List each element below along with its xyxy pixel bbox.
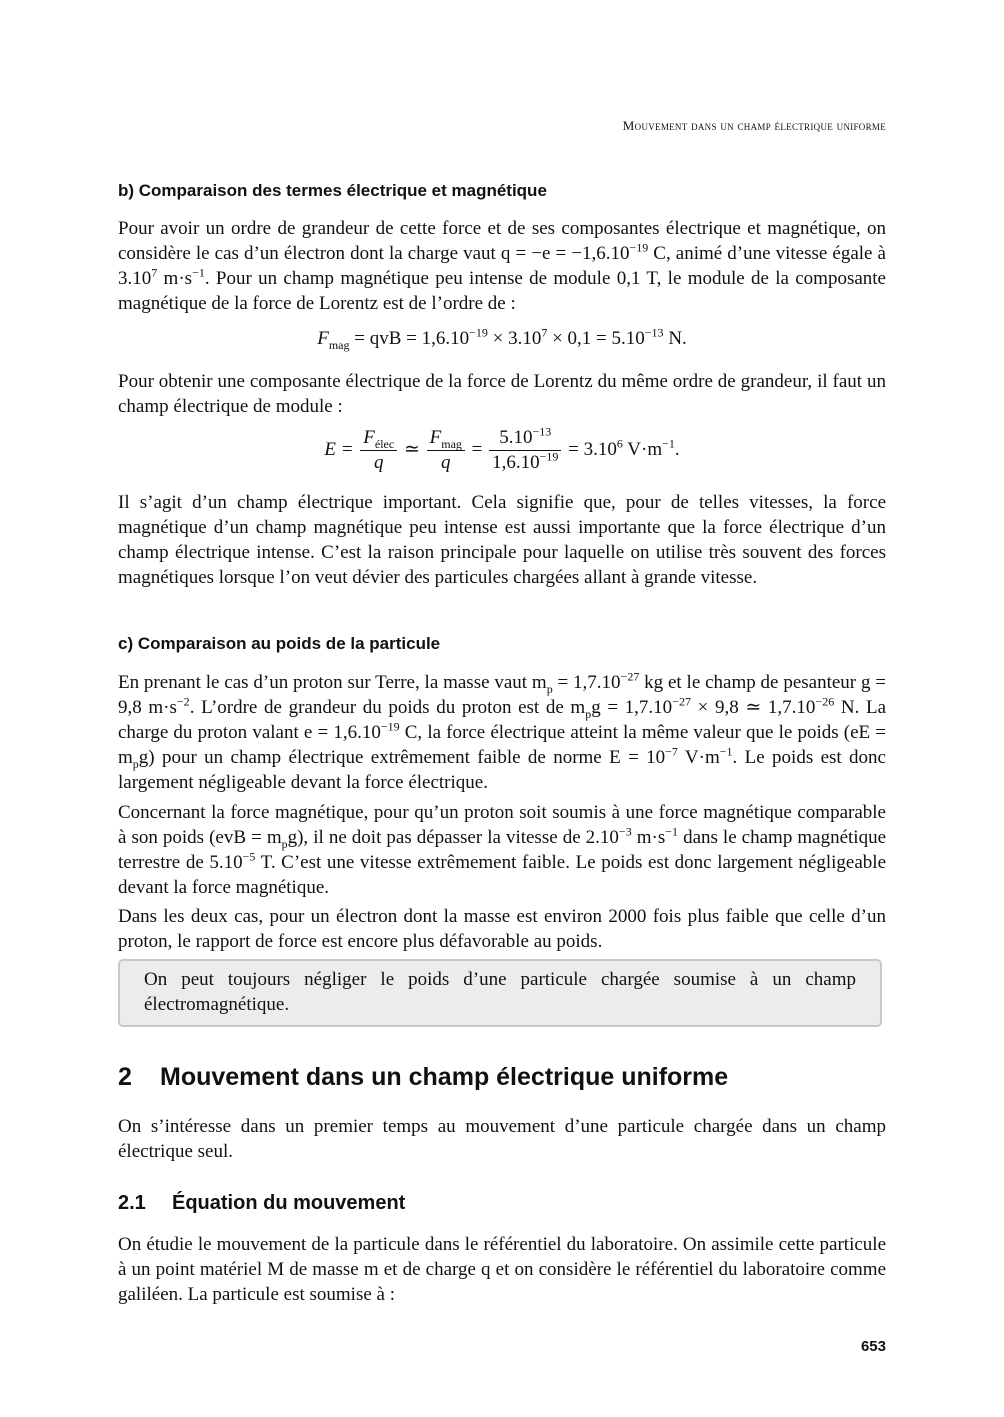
paragraph-c2: Concernant la force magnétique, pour qu’un proton soit soumis à une force magnétique comparable à son poids $(evB = m_pg)$, il ne doit pas dépasser la vitesse de $2.10^{-3}$ $m\cdot s^{-1}$ dans le champ magnétique terrestre de $5.10^{-5}$ T. C’est une vitesse extrêmement faible. Le poids est donc largement négligeable devant la force magnétique. xyxy=(118,802,886,898)
callout-text: On peut toujours négliger le poids d’une particule chargée soumise à un champ électromagnétique. xyxy=(144,969,856,1015)
subsection-title-text: Équation du mouvement xyxy=(172,1192,406,1214)
section-title xyxy=(118,1063,728,1092)
paragraph-2-intro: On s’intéresse dans un premier temps au mouvement d’une particule chargée dans un champ électrique seul. xyxy=(118,1116,886,1162)
paragraph-b1: Pour avoir un ordre de grandeur de cette force et de ses composantes électrique et magnétique, on considère le cas d’un électron dont la charge vaut $q = -e = -1,6.10^{-19}$ C, animé d’une vitesse égale à 3.10$^7$ $m\cdot s^{-1}$. Pour un champ magnétique peu intense de module 0,1 T, le module de la composante magnétique de la force de Lorentz est de l’ordre de : xyxy=(118,218,886,314)
callout-box xyxy=(118,959,882,1027)
subsection-c-title: c) Comparaison au poids de la particule xyxy=(118,634,441,653)
page-number: 653 xyxy=(860,1338,886,1355)
paragraph-c1: En prenant le cas d’un proton sur Terre, la masse vaut $m_p = 1,7.10^{-27}$ kg et le champ de pesanteur g = 9,8 $m\cdot s^{-2}$. L’ordre de grandeur du poids du proton est de $m_pg = 1,7.10^{-27} \times 9,8$ ≃ $1,7.10^{-26}$ N. La charge du proton valant $e = 1,6.10^{-19}$ C, la force électrique atteint la même valeur que le poids $(eE = m_pg)$ pour un champ électrique extrêmement faible de norme $E = 10^{-7}$ $V\cdot m^{-1}$. Le poids est donc largement négligeable devant la force électrique. xyxy=(118,669,887,793)
fraction-values: $\frac{5.10^{-13}}{1,6.10^{-19}}$ xyxy=(489,426,561,475)
equation-e-field: E = $\frac{F_{élec}}{q}$ ≃ $\frac{F_{mag}}{q}$ = $\frac{5.10^{-13}}{1,6.10^{-19}}$ = $3.10^6$ $V\cdot m^{-1}$. xyxy=(324,424,680,473)
paragraph-2-1: On étudie le mouvement de la particule dans le référentiel du laboratoire. On assimile cette particule à un point matériel M de masse m et de charge q et on considère le référentiel du laboratoire comme galiléen. La particule est soumise à : xyxy=(118,1234,886,1305)
subsection-title xyxy=(118,1192,405,1215)
section-title-text: Mouvement dans un champ électrique uniforme xyxy=(160,1063,729,1091)
fraction-fmag-q: $\frac{F_{mag}}{q}$ xyxy=(427,426,465,475)
equation-fmag: $F_{mag}$ = qvB = $1,6.10^{-19} \times 3.10^7 \times 0,1 = 5.10^{-13}$ N. xyxy=(317,325,687,352)
paragraph-c3: Dans les deux cas, pour un électron dont la masse est environ 2000 fois plus faible que celle d’un proton, le rapport de force est encore plus défavorable au poids. xyxy=(118,906,886,952)
subsection-b-title: b) Comparaison des termes électrique et magnétique xyxy=(118,181,547,200)
running-head: Mouvement dans un champ électrique uniforme xyxy=(622,118,886,133)
paragraph-b2: Pour obtenir une composante électrique de la force de Lorentz du même ordre de grandeur, il faut un champ électrique de module : xyxy=(118,371,886,417)
paragraph-b3: Il s’agit d’un champ électrique important. Cela signifie que, pour de telles vitesses, la force magnétique d’un champ magnétique peu intense est aussi importante que la force électrique d’un champ électrique intense. C’est la raison principale pour laquelle on utilise très souvent des forces magnétiques lorsque l’on veut dévier des particules chargées allant à grande vitesse. xyxy=(118,492,886,588)
fraction-felec-q: $\frac{F_{élec}}{q}$ xyxy=(360,426,397,475)
subsection-number: 2.1 xyxy=(118,1192,146,1214)
section-number: 2 xyxy=(118,1063,132,1091)
